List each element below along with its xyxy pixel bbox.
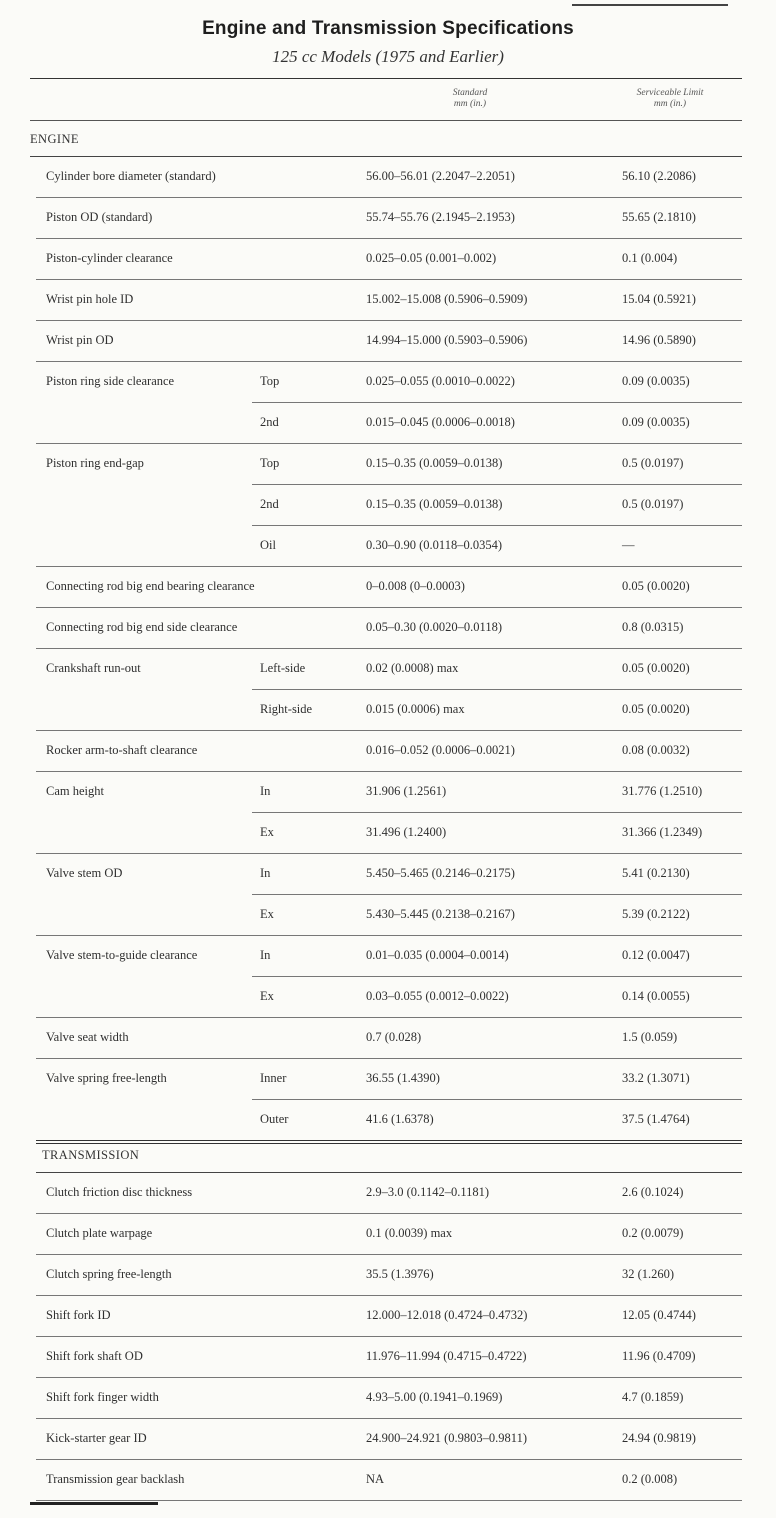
standard-value-cell: 0.15–0.35 (0.0059–0.0138) — [366, 497, 503, 511]
condition-cell: Ex — [260, 989, 274, 1003]
limit-value-cell: 31.776 (1.2510) — [622, 784, 703, 798]
table-row — [36, 279, 742, 319]
standard-value-cell: 36.55 (1.4390) — [366, 1071, 440, 1085]
condition-cell: 2nd — [260, 497, 279, 511]
limit-value-cell: 55.65 (2.1810) — [622, 210, 696, 224]
condition-cell: In — [260, 866, 271, 880]
parameter-cell: Clutch plate warpage — [46, 1226, 153, 1240]
standard-value-cell: 5.430–5.445 (0.2138–0.2167) — [366, 907, 515, 921]
table-row — [36, 1172, 742, 1212]
parameter-cell: Valve spring free-length — [46, 1071, 167, 1085]
parameter-cell: Clutch friction disc thickness — [46, 1185, 193, 1199]
standard-value-cell: 12.000–12.018 (0.4724–0.4732) — [366, 1308, 528, 1322]
standard-value-cell: 0.01–0.035 (0.0004–0.0014) — [366, 948, 509, 962]
condition-cell: Oil — [260, 538, 276, 552]
top-rule — [572, 4, 728, 6]
condition-cell: Top — [260, 456, 280, 470]
condition-cell: Inner — [260, 1071, 287, 1085]
standard-value-cell: 41.6 (1.6378) — [366, 1112, 434, 1126]
parameter-cell: Connecting rod big end side clearance — [46, 620, 238, 634]
standard-value-cell: 11.976–11.994 (0.4715–0.4722) — [366, 1349, 527, 1363]
row-rule — [36, 1500, 742, 1501]
section-end-rule — [36, 1140, 742, 1141]
condition-cell: Outer — [260, 1112, 289, 1126]
standard-column-header: Standard mm (in.) — [452, 88, 488, 109]
limit-value-cell: 56.10 (2.2086) — [622, 169, 696, 183]
limit-value-cell: 12.05 (0.4744) — [622, 1308, 696, 1322]
standard-value-cell: 15.002–15.008 (0.5906–0.5909) — [366, 292, 528, 306]
table-row — [36, 566, 742, 606]
limit-value-cell: 0.05 (0.0020) — [622, 661, 690, 675]
standard-value-cell: 5.450–5.465 (0.2146–0.2175) — [366, 866, 515, 880]
standard-value-cell: 0.1 (0.0039) max — [366, 1226, 453, 1240]
standard-value-cell: 0.7 (0.028) — [366, 1030, 422, 1044]
limit-column-header: Serviceable Limit mm (in.) — [636, 88, 704, 109]
standard-value-cell: 0.02 (0.0008) max — [366, 661, 459, 675]
table-row — [36, 1099, 742, 1139]
standard-value-cell: 0.05–0.30 (0.0020–0.0118) — [366, 620, 502, 634]
table-row — [36, 1213, 742, 1253]
table-row — [36, 1254, 742, 1294]
parameter-cell: Kick-starter gear ID — [46, 1431, 147, 1445]
header-top-rule — [30, 78, 742, 79]
condition-cell: Left-side — [260, 661, 306, 675]
table-row — [36, 976, 742, 1016]
limit-value-cell: 0.12 (0.0047) — [622, 948, 690, 962]
limit-value-cell: 32 (1.260) — [622, 1267, 675, 1281]
parameter-cell: Valve stem-to-guide clearance — [46, 948, 198, 962]
limit-value-cell: 0.8 (0.0315) — [622, 620, 684, 634]
parameter-cell: Piston ring end-gap — [46, 456, 144, 470]
table-row — [36, 935, 742, 975]
section-heading: TRANSMISSION — [42, 1148, 140, 1162]
standard-value-cell: 2.9–3.0 (0.1142–0.1181) — [366, 1185, 490, 1199]
standard-value-cell: 55.74–55.76 (2.1945–2.1953) — [366, 210, 515, 224]
table-row — [36, 238, 742, 278]
table-end-rule — [30, 1502, 158, 1505]
standard-value-cell: 0.025–0.05 (0.001–0.002) — [366, 251, 497, 265]
table-row — [36, 648, 742, 688]
table-row — [36, 484, 742, 524]
section-heading: ENGINE — [30, 132, 79, 146]
standard-value-cell: 35.5 (1.3976) — [366, 1267, 434, 1281]
table-row — [36, 525, 742, 565]
condition-cell: In — [260, 784, 271, 798]
parameter-cell: Valve stem OD — [46, 866, 123, 880]
limit-value-cell: 0.08 (0.0032) — [622, 743, 690, 757]
table-row — [36, 156, 742, 196]
limit-value-cell: 4.7 (0.1859) — [622, 1390, 684, 1404]
limit-value-cell: 0.05 (0.0020) — [622, 702, 690, 716]
table-row — [36, 1058, 742, 1098]
parameter-cell: Shift fork ID — [46, 1308, 111, 1322]
limit-value-cell: 5.39 (0.2122) — [622, 907, 690, 921]
parameter-cell: Rocker arm-to-shaft clearance — [46, 743, 198, 757]
table-row — [36, 689, 742, 729]
standard-value-cell: 14.994–15.000 (0.5903–0.5906) — [366, 333, 528, 347]
condition-cell: Right-side — [260, 702, 313, 716]
table-row — [36, 1336, 742, 1376]
standard-value-cell: NA — [366, 1472, 385, 1486]
table-row — [36, 1459, 742, 1499]
limit-value-cell: 33.2 (1.3071) — [622, 1071, 690, 1085]
standard-value-cell: 0.025–0.055 (0.0010–0.0022) — [366, 374, 515, 388]
standard-value-cell: 24.900–24.921 (0.9803–0.9811) — [366, 1431, 527, 1445]
limit-value-cell: 5.41 (0.2130) — [622, 866, 690, 880]
header-bottom-rule — [30, 120, 742, 121]
condition-cell: 2nd — [260, 415, 279, 429]
condition-cell: Ex — [260, 907, 274, 921]
standard-value-cell: 0.015–0.045 (0.0006–0.0018) — [366, 415, 515, 429]
table-row — [36, 320, 742, 360]
parameter-cell: Cylinder bore diameter (standard) — [46, 169, 216, 183]
limit-value-cell: 0.2 (0.008) — [622, 1472, 678, 1486]
parameter-cell: Transmission gear backlash — [46, 1472, 185, 1486]
standard-value-cell: 31.906 (1.2561) — [366, 784, 447, 798]
table-row — [36, 1017, 742, 1057]
parameter-cell: Clutch spring free-length — [46, 1267, 172, 1281]
limit-value-cell: 0.09 (0.0035) — [622, 415, 690, 429]
limit-value-cell: 24.94 (0.9819) — [622, 1431, 696, 1445]
parameter-cell: Shift fork finger width — [46, 1390, 159, 1404]
table-row — [36, 771, 742, 811]
page-title: Engine and Transmission Specifications — [202, 18, 574, 39]
table-row — [36, 894, 742, 934]
parameter-cell: Piston OD (standard) — [46, 210, 153, 224]
parameter-cell: Shift fork shaft OD — [46, 1349, 143, 1363]
table-row — [36, 1377, 742, 1417]
parameter-cell: Wrist pin hole ID — [46, 292, 134, 306]
parameter-cell: Crankshaft run-out — [46, 661, 141, 675]
limit-value-cell: 0.09 (0.0035) — [622, 374, 690, 388]
limit-value-cell: 0.05 (0.0020) — [622, 579, 690, 593]
standard-value-cell: 31.496 (1.2400) — [366, 825, 447, 839]
condition-cell: Top — [260, 374, 280, 388]
table-row — [36, 730, 742, 770]
limit-value-cell: 1.5 (0.059) — [622, 1030, 678, 1044]
table-row — [36, 812, 742, 852]
standard-value-cell: 0.016–0.052 (0.0006–0.0021) — [366, 743, 515, 757]
condition-cell: In — [260, 948, 271, 962]
page-subtitle: 125 cc Models (1975 and Earlier) — [272, 47, 504, 66]
parameter-cell: Valve seat width — [46, 1030, 129, 1044]
table-row — [36, 607, 742, 647]
standard-value-cell: 0.15–0.35 (0.0059–0.0138) — [366, 456, 503, 470]
section-end-rule — [36, 1143, 742, 1144]
limit-value-cell: 31.366 (1.2349) — [622, 825, 703, 839]
limit-value-cell: 0.5 (0.0197) — [622, 497, 684, 511]
standard-value-cell: 0–0.008 (0–0.0003) — [366, 579, 465, 593]
standard-value-cell: 0.03–0.055 (0.0012–0.0022) — [366, 989, 509, 1003]
limit-value-cell: 14.96 (0.5890) — [622, 333, 696, 347]
limit-value-cell: 0.1 (0.004) — [622, 251, 678, 265]
standard-value-cell: 56.00–56.01 (2.2047–2.2051) — [366, 169, 515, 183]
table-row — [36, 443, 742, 483]
limit-value-cell: 0.5 (0.0197) — [622, 456, 684, 470]
limit-value-cell: 0.2 (0.0079) — [622, 1226, 684, 1240]
limit-value-cell: 11.96 (0.4709) — [622, 1349, 696, 1363]
table-row — [36, 853, 742, 893]
standard-value-cell: 4.93–5.00 (0.1941–0.1969) — [366, 1390, 503, 1404]
standard-value-cell: 0.015 (0.0006) max — [366, 702, 465, 716]
parameter-cell: Piston ring side clearance — [46, 374, 175, 388]
limit-value-cell: — — [622, 538, 635, 552]
limit-value-cell: 37.5 (1.4764) — [622, 1112, 690, 1126]
limit-value-cell: 0.14 (0.0055) — [622, 989, 690, 1003]
standard-value-cell: 0.30–0.90 (0.0118–0.0354) — [366, 538, 502, 552]
parameter-cell: Piston-cylinder clearance — [46, 251, 173, 265]
limit-value-cell: 2.6 (0.1024) — [622, 1185, 684, 1199]
condition-cell: Ex — [260, 825, 274, 839]
table-row — [36, 361, 742, 401]
parameter-cell: Wrist pin OD — [46, 333, 114, 347]
parameter-cell: Cam height — [46, 784, 104, 798]
parameter-cell: Connecting rod big end bearing clearance — [46, 579, 255, 593]
table-row — [36, 197, 742, 237]
table-row — [36, 1418, 742, 1458]
limit-value-cell: 15.04 (0.5921) — [622, 292, 696, 306]
table-row — [36, 1295, 742, 1335]
table-row — [36, 402, 742, 442]
